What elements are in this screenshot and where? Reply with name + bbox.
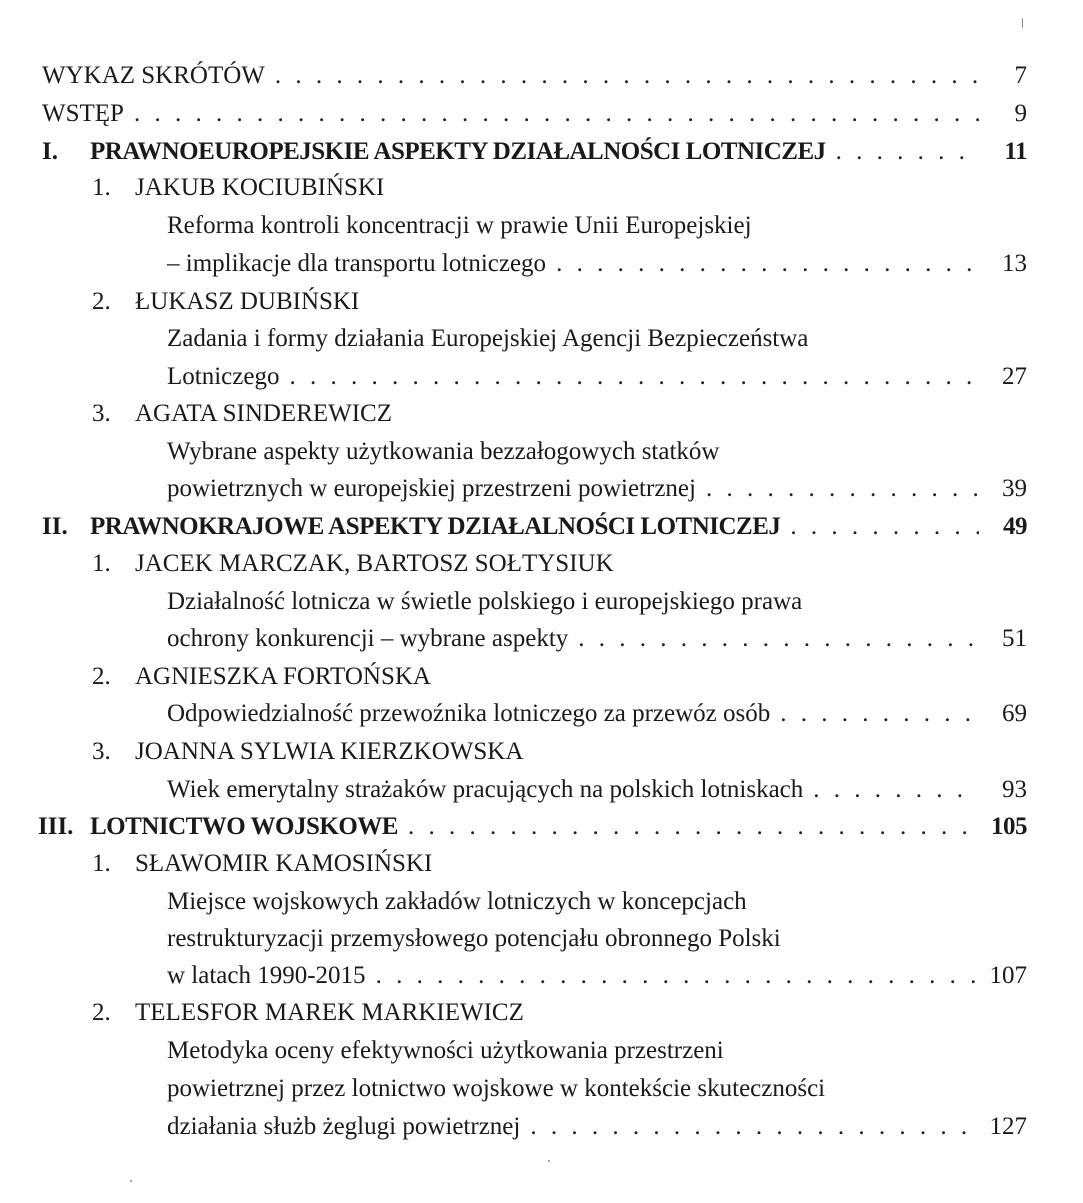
dot-leader — [134, 96, 979, 132]
page-number: 27 — [1002, 363, 1027, 390]
toc-entry-front[interactable] — [42, 58, 1027, 94]
dot-leader — [376, 958, 979, 994]
chapter-author: TELESFOR MAREK MARKIEWICZ — [135, 999, 524, 1026]
chapter-title-line[interactable]: restrukturyzacji przemysłowego potencjału obronnego Polski — [167, 925, 781, 952]
chapter-title-line[interactable]: Działalność lotnicza w świetle polskiego i europejskiego prawa — [167, 588, 803, 615]
toc-chapter-entry[interactable] — [167, 471, 1027, 507]
dot-leader — [556, 246, 979, 282]
page-number: 11 — [1004, 138, 1027, 165]
dot-leader — [578, 621, 979, 657]
page-number: 7 — [1014, 62, 1027, 89]
dot-leader — [780, 696, 979, 732]
part-number: III. — [38, 813, 74, 840]
dot-leader — [813, 772, 979, 808]
entry-title: WSTĘP — [42, 100, 124, 127]
toc-chapter-entry[interactable] — [167, 772, 1027, 808]
chapter-title-line[interactable]: powietrznej przez lotnictwo wojskowe w kontekście skuteczności — [167, 1075, 826, 1102]
dot-leader — [790, 509, 979, 545]
chapter-number: 2. — [92, 288, 111, 315]
dot-leader — [275, 58, 979, 94]
toc-part-heading[interactable] — [90, 809, 1027, 845]
chapter-author: AGNIESZKA FORTOŃSKA — [135, 663, 431, 690]
part-title: PRAWNOEUROPEJSKIE ASPEKTY DZIAŁALNOŚCI LOTNICZEJ — [90, 138, 826, 165]
part-number: I. — [42, 138, 58, 165]
chapter-author: ŁUKASZ DUBIŃSKI — [135, 288, 360, 315]
toc-chapter-entry[interactable] — [167, 696, 1027, 732]
chapter-title-line: Lotniczego — [167, 363, 280, 390]
dot-leader — [408, 809, 979, 845]
chapter-title-line: ochrony konkurencji – wybrane aspekty — [167, 625, 569, 652]
toc-part-heading[interactable] — [90, 509, 1027, 545]
chapter-number: 3. — [92, 738, 111, 765]
chapter-title-line: działania służb żeglugi powietrznej — [167, 1113, 521, 1140]
chapter-author: AGATA SINDEREWICZ — [135, 400, 393, 427]
toc-chapter-entry[interactable] — [167, 246, 1027, 282]
toc-chapter-entry[interactable] — [167, 1109, 1027, 1145]
dot-leader — [836, 134, 979, 170]
chapter-author: JACEK MARCZAK, BARTOSZ SOŁTYSIUK — [135, 550, 614, 577]
scan-speck — [1022, 18, 1023, 28]
chapter-author: JOANNA SYLWIA KIERZKOWSKA — [135, 738, 524, 765]
page-number: 107 — [989, 962, 1027, 989]
chapter-number: 2. — [92, 999, 111, 1026]
page-number: 13 — [1002, 250, 1027, 277]
chapter-number: 2. — [92, 663, 111, 690]
page-number: 49 — [1003, 513, 1027, 540]
part-title: PRAWNOKRAJOWE ASPEKTY DZIAŁALNOŚCI LOTNICZEJ — [90, 513, 781, 540]
toc-part-heading[interactable] — [90, 134, 1027, 170]
chapter-number: 1. — [92, 550, 111, 577]
entry-title: WYKAZ SKRÓTÓW — [42, 62, 265, 89]
page-number: 9 — [1014, 100, 1027, 127]
chapter-number: 1. — [92, 174, 111, 201]
chapter-title-line: w latach 1990-2015 — [167, 962, 366, 989]
page-number: 39 — [1002, 475, 1027, 502]
dot-leader — [289, 359, 979, 395]
part-number: II. — [42, 513, 68, 540]
page-number: 105 — [991, 813, 1027, 840]
dot-leader — [530, 1109, 979, 1145]
chapter-title-line: Wiek emerytalny strażaków pracujących na polskich lotniskach — [167, 776, 804, 803]
chapter-title-line: Odpowiedzialność przewoźnika lotniczego za przewóz osób — [167, 700, 771, 727]
page-number: 51 — [1002, 625, 1027, 652]
chapter-title-line[interactable]: Reforma kontroli koncentracji w prawie Unii Europejskiej — [167, 212, 752, 239]
dot-leader — [706, 471, 979, 507]
scan-speck — [548, 1160, 550, 1162]
chapter-number: 1. — [92, 850, 111, 877]
chapter-title-line: powietrznych w europejskiej przestrzeni powietrznej — [167, 475, 696, 502]
chapter-title-line[interactable]: Metodyka oceny efektywności użytkowania przestrzeni — [167, 1037, 724, 1064]
page-number: 69 — [1002, 700, 1027, 727]
chapter-title-line: – implikacje dla transportu lotniczego — [167, 250, 547, 277]
chapter-number: 3. — [92, 400, 111, 427]
part-title: LOTNICTWO WOJSKOWE — [90, 813, 398, 840]
chapter-title-line[interactable]: Wybrane aspekty użytkowania bezzałogowych statków — [167, 438, 720, 465]
toc-chapter-entry[interactable] — [167, 359, 1027, 395]
chapter-author: SŁAWOMIR KAMOSIŃSKI — [135, 850, 433, 877]
scan-speck — [130, 1180, 132, 1182]
chapter-title-line[interactable]: Miejsce wojskowych zakładów lotniczych w koncepcjach — [167, 888, 747, 915]
page-number: 127 — [989, 1113, 1027, 1140]
chapter-title-line[interactable]: Zadania i formy działania Europejskiej Agencji Bezpieczeństwa — [167, 325, 809, 352]
page-number: 93 — [1002, 776, 1027, 803]
toc-entry-front[interactable] — [42, 96, 1027, 132]
toc-chapter-entry[interactable] — [167, 958, 1027, 994]
chapter-author: JAKUB KOCIUBIŃSKI — [135, 174, 385, 201]
toc-chapter-entry[interactable] — [167, 621, 1027, 657]
